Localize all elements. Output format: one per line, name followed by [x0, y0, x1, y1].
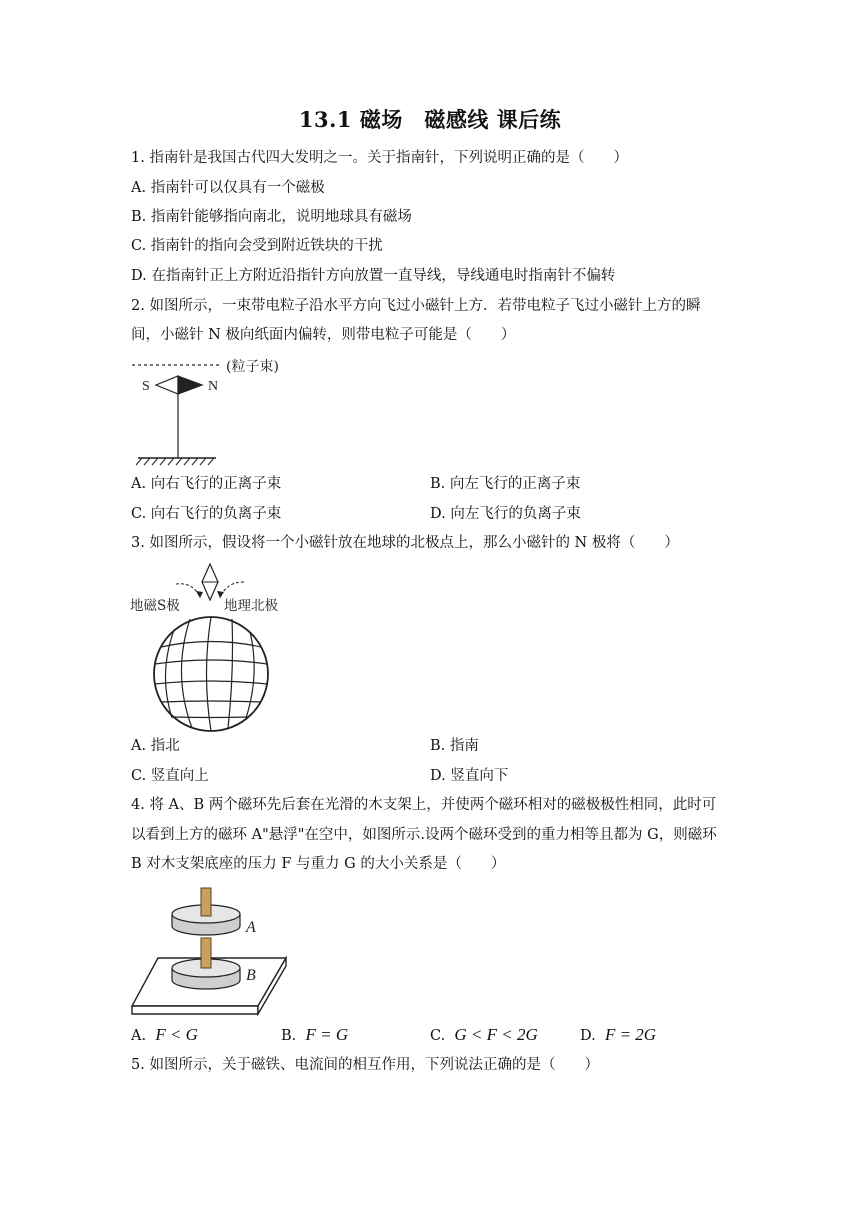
s-pole-label: S: [142, 379, 150, 394]
q4-option-d: [580, 1025, 656, 1045]
q4-stem-line2: 以看到上方的磁环 A"悬浮"在空中，如图所示.设两个磁环受到的重力相等且都为 G，则磁环: [131, 827, 717, 843]
q4-magnet-rings-figure: [128, 884, 292, 1020]
needle-south-half: [156, 376, 178, 394]
right-arrow-head: [217, 591, 224, 598]
left-arrow-head: [196, 591, 203, 598]
n-pole-label: N: [208, 379, 219, 394]
left-field-arrow: [176, 584, 200, 598]
ring-a-label: A: [246, 919, 256, 936]
q3-option-d: D. 竖直向下: [430, 768, 509, 784]
q2-stem-line2: 间，小磁针 N 极向纸面内偏转，则带电粒子可能是（ ）: [131, 327, 516, 343]
q4-stem-line3: B 对木支架底座的压力 F 与重力 G 的大小关系是（ ）: [131, 856, 506, 872]
q1-option-c: C. 指南针的指向会受到附近铁块的干扰: [131, 238, 383, 254]
needle-north-half: [178, 376, 202, 394]
q3-option-b: B. 指南: [430, 738, 479, 754]
q4-option-b: [281, 1025, 348, 1045]
q1-option-d: D. 在指南针正上方附近沿指针方向放置一直导线，导线通电时指南针不偏转: [131, 268, 616, 284]
q4-option-c: [430, 1025, 538, 1045]
wood-rod-lower: [201, 938, 211, 968]
ground-hatch: [136, 458, 214, 465]
q4-option-d-math: F = 2G: [604, 1025, 657, 1044]
q4-option-a-math: F < G: [155, 1025, 198, 1044]
q3-stem: 3. 如图所示，假设将一个小磁针放在地球的北极点上，那么小磁针的 N 极将（ ）: [131, 535, 679, 551]
q2-stem-line1: 2. 如图所示，一束带电粒子沿水平方向飞过小磁针上方．若带电粒子飞过小磁针上方的瞬: [131, 298, 701, 314]
q4-stem-line1: 4. 将 A、B 两个磁环先后套在光滑的木支架上，并使两个磁环相对的磁极极性相同，此时可: [131, 797, 717, 813]
q2-option-a: A. 向右飞行的正离子束: [131, 476, 282, 492]
wood-rod-upper: [201, 888, 211, 916]
q4-option-d-label: D.: [580, 1028, 596, 1044]
q4-option-a: [131, 1025, 198, 1045]
q2-option-d: D. 向左飞行的负离子束: [430, 506, 581, 522]
q2-option-b: B. 向左飞行的正离子束: [430, 476, 581, 492]
geomagnetic-s-label: 地磁S极: [130, 598, 180, 614]
q2-compass-figure: [128, 352, 308, 470]
q4-option-c-label: C.: [430, 1028, 446, 1044]
beam-label: (粒子束): [226, 359, 279, 375]
q4-option-a-label: A.: [131, 1028, 147, 1044]
base-front: [132, 1006, 258, 1014]
q4-option-b-math: F = G: [305, 1025, 349, 1044]
q3-option-a: A. 指北: [131, 738, 180, 754]
right-field-arrow: [220, 582, 244, 598]
q4-option-c-math: G < F < 2G: [454, 1025, 538, 1044]
page-title: 13.1 磁场 磁感线 课后练: [298, 107, 562, 132]
q3-earth-figure: [128, 560, 298, 732]
geographic-north-label: 地理北极: [224, 598, 278, 614]
q1-option-a: A. 指南针可以仅具有一个磁极: [131, 180, 325, 196]
q1-stem: 1. 指南针是我国古代四大发明之一。关于指南针，下列说明正确的是（ ）: [131, 150, 628, 166]
q1-option-b: B. 指南针能够指向南北，说明地球具有磁场: [131, 209, 412, 225]
ring-b-label: B: [246, 967, 256, 984]
q3-option-c: C. 竖直向上: [131, 768, 209, 784]
q4-option-b-label: B.: [281, 1028, 297, 1044]
q5-stem: 5. 如图所示，关于磁铁、电流间的相互作用，下列说法正确的是（ ）: [131, 1057, 599, 1073]
q2-option-c: C. 向右飞行的负离子束: [131, 506, 282, 522]
